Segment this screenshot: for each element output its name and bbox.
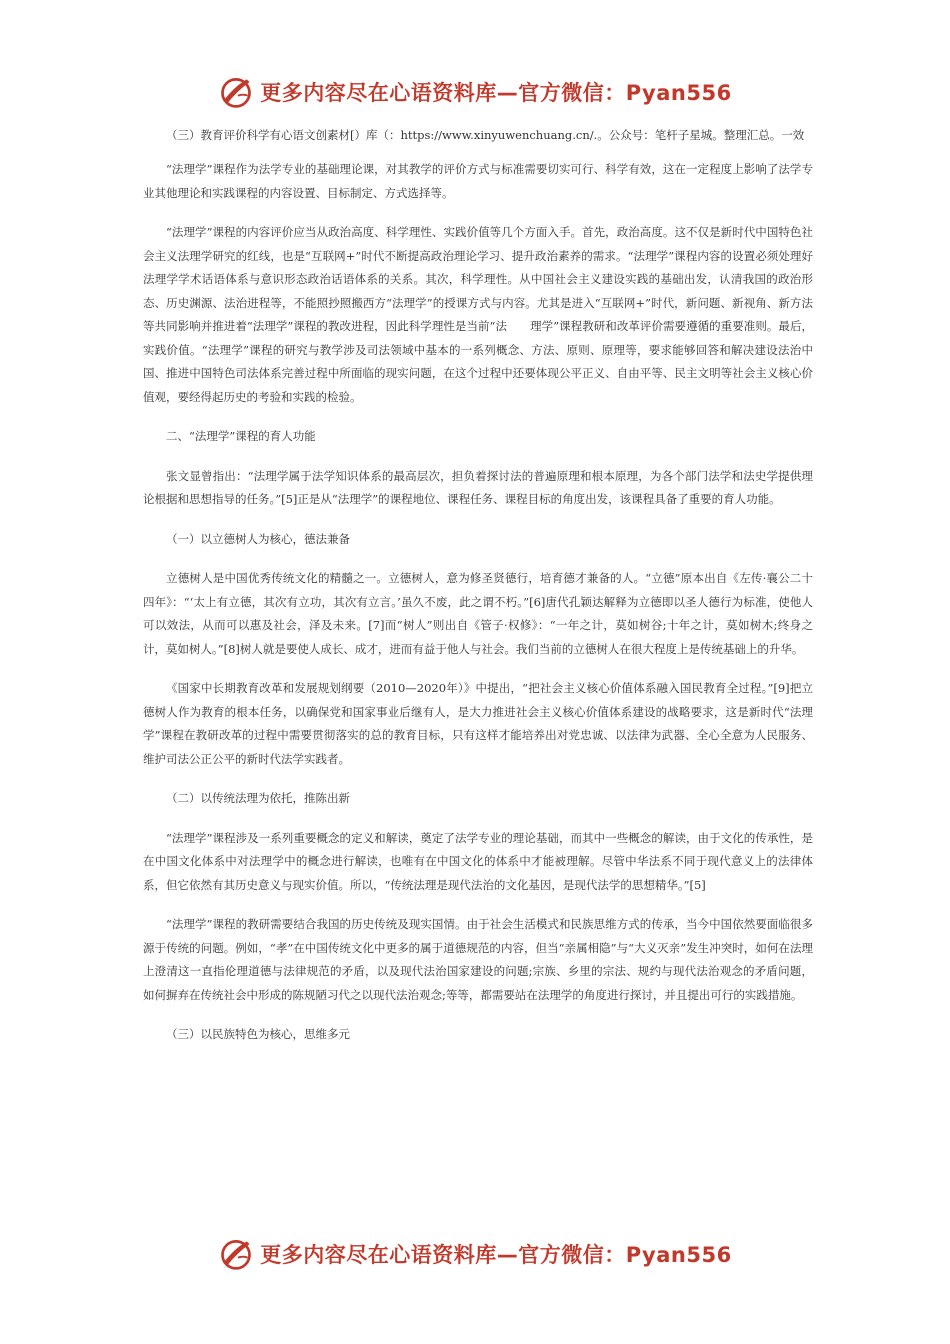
paragraph: 立德树人是中国优秀传统文化的精髓之一。立德树人，意为修圣贤德行，培育德才兼备的人。“立德”原本出自《左传·襄公二十四年》：“‘太上有立德，其次有立功，其次有立言。’虽久不废，此之谓不朽。”[6]唐代孔颖达解释为立德即以圣人德行为标准，使他人可以效法，从而可以惠及社会，泽及未来。[7]而“树人”则出自《管子·权修》：“一年之计，莫如树谷;十年之计，莫如树木;终身之计，莫如树人。”[8]树人就是要使人成长、成才，进而有益于他人与社会。我们当前的立德树人在很大程度上是传统基础上的升华。 bbox=[143, 571, 813, 656]
paragraph: “法理学”课程的内容评价应当从政治高度、科学理性、实践价值等几个方面入手。首先，政治高度。这不仅是新时代中国特色社会主义法理学研究的红线，也是“互联网+”时代不断提高政治理论学习、提升政治素养的需求。“法理学”课程内容的设置必须处理好法理学学术话语体系与意识形态政治话语体系的关系。其次，科学理性。从中国社会主义建设实践的基础出发，认清我国的政治形态、历史渊源、法治进程等，不能照抄照搬西方“法理学”的授课方式与内容。尤其是进入“互联网+”时代，新问题、新视角、新方法等共同影响并推进着“法理学”课程的教改进程，因此科学理性是当前“法 理学”课程教研和改革评价需要遵循的重要准则。最后，实践价值。“法理学”课程的研究与教学涉及司法领域中基本的一系列概念、方法、原则、原理等，要求能够回答和解决建设法治中国、推进中国特色司法体系完善过程中所面临的现实问题，在这个过程中还要体现公平正义、自由平等、民主文明等社会主义核心价值观，要经得起历史的考验和实践的检验。 bbox=[143, 225, 813, 404]
paragraph: “法理学”课程作为法学专业的基础理论课，对其教学的评价方式与标准需要切实可行、科学有效，这在一定程度上影响了法学专业其他理论和实践课程的内容设置、目标制定、方式选择等。 bbox=[143, 162, 813, 200]
paragraph: “法理学”课程的教研需要结合我国的历史传统及现实国情。由于社会生活模式和民族思维方式的传承，当今中国依然要面临很多源于传统的问题。例如，“孝”在中国传统文化中更多的属于道德规范的内容，但当“亲属相隐”与“大义灭亲”发生冲突时，如何在法理上澄清这一直指伦理道德与法律规范的矛盾，以及现代法治国家建设的问题;宗族、乡里的宗法、规约与现代法治观念的矛盾问题，如何摒弃在传统社会中形成的陈规陋习代之以现代法治观念;等等，都需要站在法理学的角度进行探讨，并且提出可行的实践措施。 bbox=[143, 917, 813, 1002]
pen-logo-icon bbox=[218, 1236, 254, 1272]
header-banner bbox=[0, 68, 950, 116]
paragraph: “法理学”课程涉及一系列重要概念的定义和解读，奠定了法学专业的理论基础，而其中一些概念的解读，由于文化的传承性，是在中国文化体系中对法理学中的概念进行解读，也唯有在中国文化的体系中才能被理解。尽管中华法系不同于现代意义上的法律体系，但它依然有其历史意义与现实价值。所以，“传统法理是现代法治的文化基因，是现代法学的思想精华。”[5] bbox=[143, 830, 813, 892]
paragraph: 《国家中长期教育改革和发展规划纲要（2010—2020年）》中提出，“把社会主义核心价值体系融入国民教育全过程。”[9]把立德树人作为教育的根本任务，以确保党和国家事业后继有人，是大力推进社会主义核心价值体系建设的战略要求，这是新时代“法理学”课程在教研改革的过程中需要贯彻落实的总的教育目标，只有这样才能培养出对党忠诚、以法律为武器、全心全意为人民服务、维护司法公正公平的新时代法学实践者。 bbox=[143, 681, 813, 766]
banner-text: 更多内容尽在心语资料库—官方微信：Pyan556 bbox=[260, 81, 732, 105]
paragraph: 张文显曾指出：“法理学属于法学知识体系的最高层次，担负着探讨法的普遍原理和根本原理，为各个部门法学和法史学提供理论根据和思想指导的任务。”[5]正是从“法理学”的课程地位、课程任务、课程目标的角度出发，该课程具备了重要的育人功能。 bbox=[143, 468, 813, 506]
banner-text: 更多内容尽在心语资料库—官方微信：Pyan556 bbox=[260, 1243, 732, 1267]
subsection-heading: （一）以立德树人为核心，德法兼备 bbox=[166, 531, 350, 546]
subsection-heading: （二）以传统法理为依托，推陈出新 bbox=[166, 791, 350, 805]
subsection-heading: （三）以民族特色为核心，思维多元 bbox=[166, 1027, 350, 1041]
pen-logo-icon bbox=[218, 74, 254, 110]
document-body bbox=[143, 128, 813, 1063]
section-heading: 二、“法理学”课程的育人功能 bbox=[166, 429, 316, 443]
footer-banner bbox=[0, 1230, 950, 1278]
intro-paragraph: （三）教育评价科学有心语文创素材[）库（：https://www.xinyuwenchuang.cn/.。公众号：笔杆子星城。整理汇总。一效 bbox=[166, 128, 805, 142]
